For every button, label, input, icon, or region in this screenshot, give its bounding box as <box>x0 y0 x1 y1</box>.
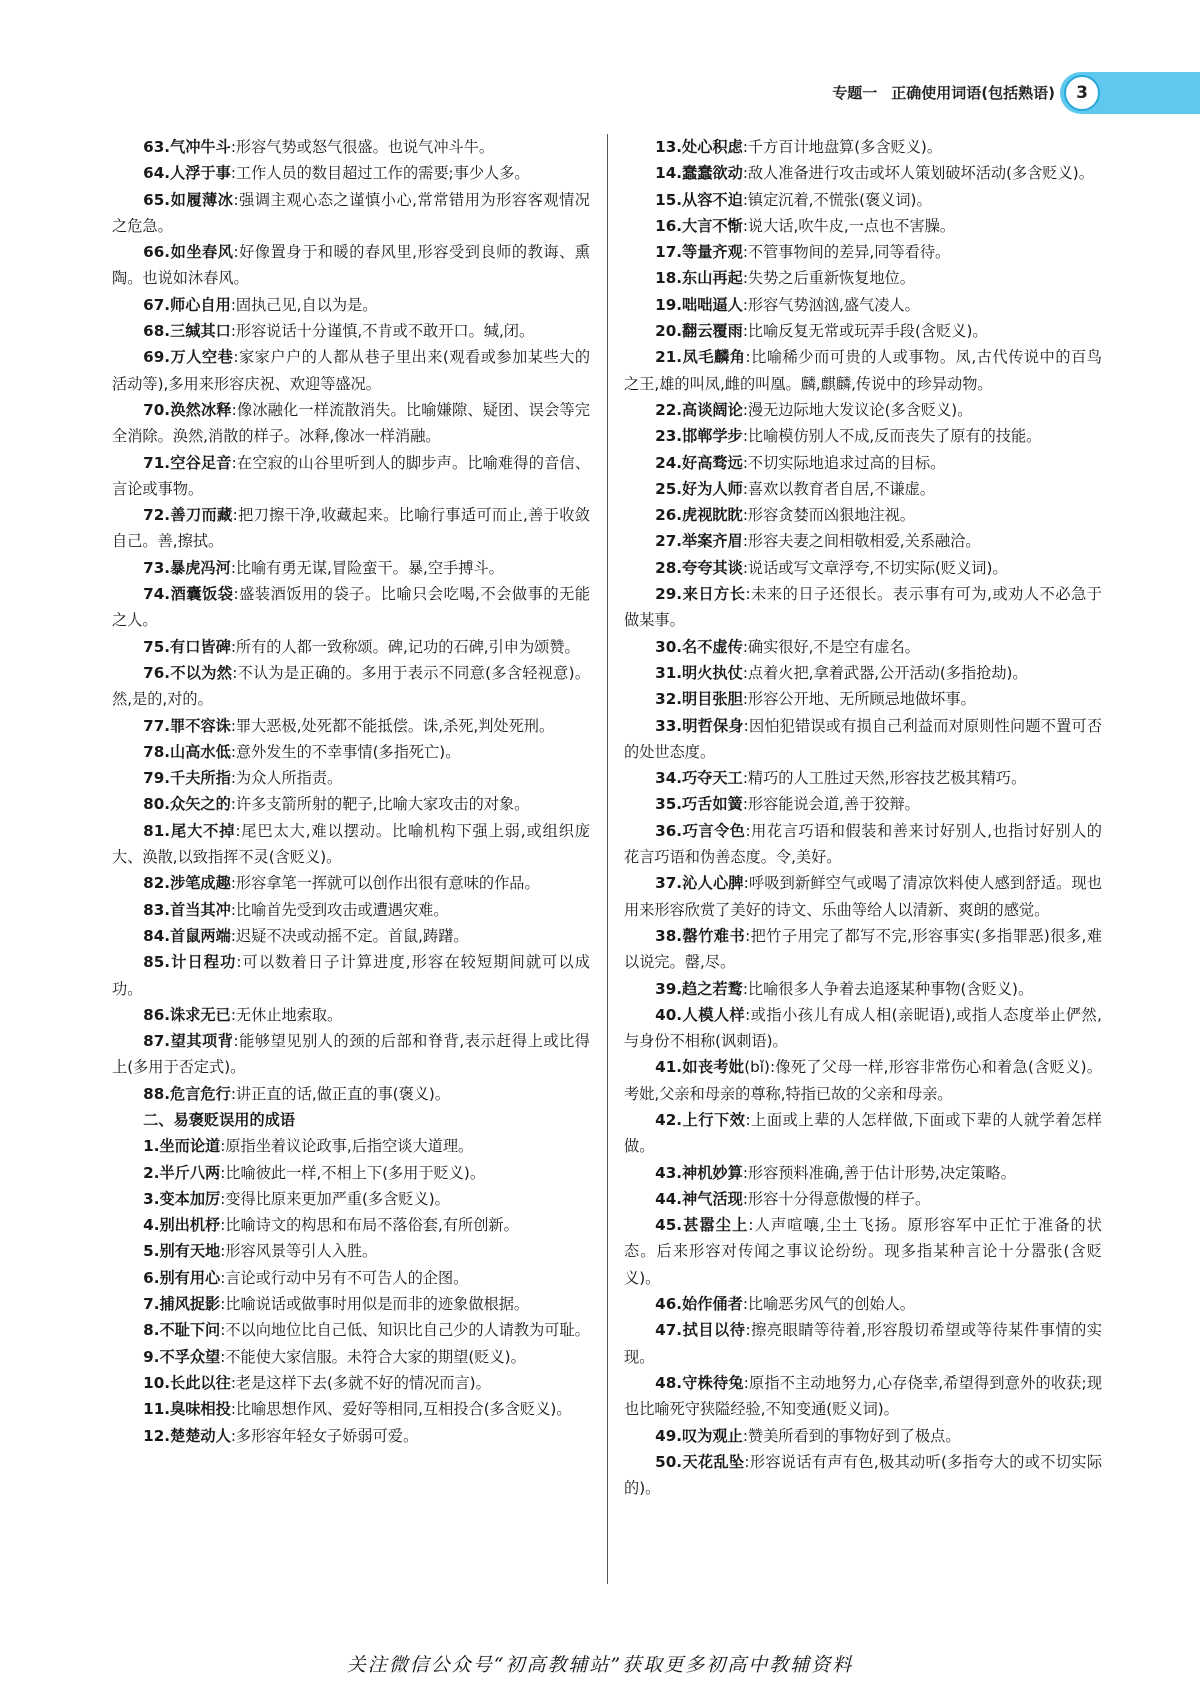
idiom-definition: :形容预料准确,善于估计形势,决定策略。 <box>742 1163 1016 1182</box>
idiom-term: 84.首鼠两端 <box>143 926 231 945</box>
idiom-term: 80.众矢之的 <box>143 795 231 814</box>
idiom-definition: :可以数着日子计算进度,形容在较短期间就可以成功。 <box>112 953 590 998</box>
idiom-entry <box>624 450 1102 476</box>
idiom-definition: :把竹子用完了都写不完,形容事实(多指罪恶)很多,难以说完。罄,尽。 <box>624 926 1103 972</box>
idiom-definition: :强调主观心态之谨慎小心,常常错用为形容客观情况之危急。 <box>112 190 590 235</box>
idiom-definition: :擦亮眼睛等待着,形容殷切希望或等待某件事情的实现。 <box>624 1321 1102 1366</box>
idiom-entry <box>112 660 590 713</box>
idiom-definition: :像冰融化一样流散消失。比喻嫌隙、疑团、误会等完全消除。涣然,消散的样子。冰释,像冰一样消融。 <box>112 400 591 446</box>
idiom-term: 81.尾大不掉 <box>143 821 236 840</box>
idiom-definition: :说话或写文章浮夸,不切实际(贬义词)。 <box>742 558 1008 577</box>
idiom-definition: :比喻诗文的构思和布局不落俗套,有所创新。 <box>220 1216 519 1235</box>
idiom-entry <box>624 502 1102 528</box>
idiom-definition: :形容夫妻之间相敬相爱,关系融洽。 <box>742 532 981 551</box>
idiom-term: 63.气冲牛斗 <box>143 138 231 156</box>
idiom-definition: :或指小孩儿有成人相(亲昵语),或指人态度举止俨然,与身份不相称(讽刺语)。 <box>624 1005 1103 1051</box>
idiom-definition: :比喻首先受到攻击或遭遇灾难。 <box>230 900 449 919</box>
idiom-entry <box>624 1291 1102 1317</box>
idiom-entry <box>112 187 590 240</box>
idiom-term: 28.夸夸其谈 <box>655 558 743 577</box>
idiom-term: 17.等量齐观 <box>655 243 743 262</box>
idiom-term: 68.三缄其口 <box>143 322 231 341</box>
idiom-entry <box>112 1002 590 1028</box>
idiom-term: 2.半斤八两 <box>143 1163 221 1182</box>
idiom-entry <box>624 1370 1102 1423</box>
idiom-definition: :敌人准备进行攻击或坏人策划破坏活动(多含贬义)。 <box>742 164 1094 183</box>
idiom-entry <box>624 1186 1102 1212</box>
idiom-entry <box>624 923 1102 976</box>
idiom-definition: :言论或行动中另有不可告人的企图。 <box>220 1268 469 1287</box>
idiom-entry <box>624 528 1102 554</box>
page-number-tab <box>1060 72 1200 114</box>
idiom-term: 3.变本加厉 <box>143 1189 221 1208</box>
idiom-definition: :未来的日子还很长。表示事有可为,或劝人不必急于做某事。 <box>624 585 1102 630</box>
idiom-definition: :千方百计地盘算(多含贬义)。 <box>742 138 943 156</box>
idiom-entry <box>112 1265 590 1291</box>
idiom-definition: :比喻彼此一样,不相上下(多用于贬义)。 <box>220 1163 486 1182</box>
idiom-term: 30.名不虚传 <box>655 637 743 656</box>
idiom-definition: :形容说话十分谨慎,不肯或不敢开口。缄,闭。 <box>230 322 535 341</box>
idiom-definition: :形容能说会道,善于狡辩。 <box>742 795 920 814</box>
idiom-entry <box>112 1212 590 1238</box>
idiom-entry <box>112 1396 590 1422</box>
idiom-entry <box>112 713 590 739</box>
idiom-definition: :工作人员的数目超过工作的需要;事少人多。 <box>230 164 530 183</box>
idiom-term: 23.邯郸学步 <box>655 427 743 446</box>
idiom-definition: :不管事物间的差异,同等看待。 <box>742 243 951 262</box>
idiom-entry <box>112 949 590 1002</box>
idiom-definition: :因怕犯错误或有损自己利益而对原则性问题不置可否的处世态度。 <box>624 716 1103 761</box>
idiom-entry <box>624 423 1102 449</box>
page-number: 3 <box>1064 75 1100 111</box>
idiom-entry <box>112 1423 590 1449</box>
idiom-definition: :比喻反复无常或玩弄手段(含贬义)。 <box>742 322 988 341</box>
idiom-entry <box>624 581 1102 634</box>
idiom-entry <box>624 134 1102 160</box>
idiom-definition: :原指坐着议论政事,后指空谈大道理。 <box>220 1137 474 1156</box>
idiom-definition: :比喻思想作风、爱好等相同,互相投合(多含贬义)。 <box>230 1400 572 1419</box>
idiom-definition: :原指不主动地努力,心存侥幸,希望得到意外的收获;现也比喻死守狭隘经验,不知变通(贬义词)。 <box>624 1373 1103 1419</box>
idiom-definition: :比喻说话或做事时用似是而非的迹象做根据。 <box>220 1295 530 1314</box>
idiom-definition: :罪大恶极,处死都不能抵偿。诛,杀死,判处死刑。 <box>230 716 555 735</box>
idiom-entry <box>112 739 590 765</box>
idiom-definition: :好像置身于和暖的春风里,形容受到良师的教诲、熏陶。也说如沐春风。 <box>112 243 590 288</box>
idiom-entry <box>112 134 590 160</box>
idiom-term: 41.如丧考妣 <box>655 1058 745 1077</box>
idiom-definition: :喜欢以教育者自居,不谦虚。 <box>742 479 936 498</box>
idiom-term: 47.拭目以待 <box>655 1321 746 1340</box>
idiom-definition: :所有的人都一致称颂。碑,记功的石碑,引申为颂赞。 <box>230 637 580 656</box>
idiom-definition: :尾巴太大,难以摆动。比喻机构下强上弱,或组织庞大、涣散,以致指挥不灵(含贬义)。 <box>112 821 590 867</box>
idiom-definition: :变得比原来更加严重(多含贬义)。 <box>220 1189 450 1208</box>
idiom-entry <box>624 160 1102 186</box>
right-column <box>624 134 1102 1501</box>
idiom-entry <box>112 1028 590 1081</box>
idiom-definition: :把刀擦干净,收藏起来。比喻行事适可而止,善于收敛自己。善,擦拭。 <box>112 506 590 551</box>
idiom-entry <box>624 686 1102 712</box>
idiom-entry <box>624 344 1102 397</box>
idiom-entry <box>112 1160 590 1186</box>
idiom-term: 37.沁人心脾 <box>655 874 744 893</box>
idiom-definition: :形容贪婪而凶狠地注视。 <box>742 506 915 525</box>
idiom-definition: :赞美所看到的事物好到了极点。 <box>742 1426 961 1445</box>
idiom-term: 26.虎视眈眈 <box>655 506 743 525</box>
idiom-term: 49.叹为观止 <box>655 1426 743 1445</box>
idiom-entry <box>112 239 590 292</box>
idiom-term: 74.酒囊饭袋 <box>143 585 234 604</box>
idiom-definition: :形容拿笔一挥就可以创作出很有意味的作品。 <box>230 874 540 893</box>
idiom-term: 86.诛求无已 <box>143 1005 231 1024</box>
idiom-entry <box>112 555 590 581</box>
idiom-term: 9.不孚众望 <box>143 1347 221 1366</box>
idiom-term: 42.上行下效 <box>655 1110 746 1129</box>
idiom-definition: :形容十分得意傲慢的样子。 <box>742 1189 931 1208</box>
idiom-entry <box>112 870 590 896</box>
idiom-definition: :形容风景等引人入胜。 <box>220 1242 378 1261</box>
idiom-entry <box>112 581 590 634</box>
idiom-definition: :精巧的人工胜过天然,形容技艺极其精巧。 <box>742 769 1027 788</box>
idiom-term: 67.师心自用 <box>143 295 231 314</box>
idiom-term: 46.始作俑者 <box>655 1295 743 1314</box>
idiom-term: 75.有口皆碑 <box>143 637 231 656</box>
idiom-term: 10.长此以往 <box>143 1373 231 1392</box>
idiom-entry <box>112 634 590 660</box>
idiom-term: 82.涉笔成趣 <box>143 874 231 893</box>
idiom-definition: :上面或上辈的人怎样做,下面或下辈的人就学着怎样做。 <box>624 1110 1102 1156</box>
idiom-entry <box>624 1212 1102 1291</box>
idiom-entry <box>624 634 1102 660</box>
idiom-entry <box>624 1054 1102 1107</box>
idiom-term: 73.暴虎冯河 <box>143 558 231 577</box>
chapter-title: 正确使用词语(包括熟语) <box>891 84 1055 102</box>
idiom-definition: :无休止地索取。 <box>230 1005 343 1024</box>
idiom-entry <box>112 160 590 186</box>
idiom-definition: :比喻恶劣风气的创始人。 <box>742 1295 915 1314</box>
idiom-term: 66.如坐春风 <box>143 243 234 262</box>
idiom-term: 69.万人空巷 <box>143 348 234 367</box>
idiom-definition: :许多支箭所射的靶子,比喻大家攻击的对象。 <box>230 795 530 814</box>
idiom-term: 7.捕风捉影 <box>143 1295 221 1314</box>
idiom-term: 6.别有用心 <box>143 1268 221 1287</box>
idiom-definition: :点着火把,拿着武器,公开活动(多指抢劫)。 <box>742 663 1028 682</box>
idiom-entry <box>624 870 1102 923</box>
idiom-entry <box>112 818 590 871</box>
idiom-entry <box>112 1081 590 1107</box>
idiom-term: 35.巧舌如簧 <box>655 795 743 814</box>
idiom-term: 71.空谷足音 <box>143 453 232 472</box>
idiom-term: 87.望其项背 <box>143 1032 234 1051</box>
idiom-entry <box>112 1317 590 1343</box>
idiom-entry <box>624 1423 1102 1449</box>
footer-notice: 关注微信公众号“初高教辅站”获取更多初高中教辅资料 <box>346 1654 854 1676</box>
idiom-entry <box>624 1449 1102 1502</box>
idiom-term: 24.好高骛远 <box>655 453 743 472</box>
idiom-definition: :比喻模仿别人不成,反而丧失了原有的技能。 <box>742 427 1042 446</box>
idiom-term: 33.明哲保身 <box>655 716 744 735</box>
idiom-definition: :为众人所指责。 <box>230 769 343 788</box>
idiom-entry <box>112 292 590 318</box>
idiom-term: 20.翻云覆雨 <box>655 322 743 341</box>
idiom-entry <box>112 1344 590 1370</box>
idiom-term: 76.不以为然 <box>143 663 233 682</box>
idiom-definition: :失势之后重新恢复地位。 <box>742 269 915 288</box>
idiom-term: 4.别出机杼 <box>143 1216 221 1235</box>
idiom-term: 15.从容不迫 <box>655 190 743 209</box>
idiom-entry <box>624 292 1102 318</box>
idiom-definition: :不认为是正确的。多用于表示不同意(多含轻视意)。然,是的,对的。 <box>112 663 591 709</box>
idiom-definition: :迟疑不决或动摇不定。首鼠,踌躇。 <box>230 926 469 945</box>
idiom-entry <box>624 791 1102 817</box>
idiom-entry <box>112 791 590 817</box>
idiom-term: 27.举案齐眉 <box>655 532 743 551</box>
idiom-term: 13.处心积虑 <box>655 138 743 156</box>
idiom-term: 50.天花乱坠 <box>655 1452 745 1471</box>
idiom-term: 45.甚嚣尘上 <box>655 1216 749 1235</box>
idiom-entry <box>112 450 590 503</box>
idiom-term: 77.罪不容诛 <box>143 716 231 735</box>
idiom-entry <box>112 1186 590 1212</box>
idiom-definition: :形容公开地、无所顾忌地做坏事。 <box>742 690 976 709</box>
idiom-term: 65.如履薄冰 <box>143 190 234 209</box>
idiom-term: 21.凤毛麟角 <box>655 348 746 367</box>
idiom-entry <box>112 1370 590 1396</box>
idiom-entry <box>624 1160 1102 1186</box>
idiom-term: 18.东山再起 <box>655 269 743 288</box>
idiom-term: 12.楚楚动人 <box>143 1426 231 1445</box>
idiom-definition: :不以向地位比自己低、知识比自己少的人请教为可耻。 <box>220 1321 590 1340</box>
idiom-entry <box>112 1291 590 1317</box>
idiom-definition: :形容气势汹汹,盛气凌人。 <box>742 295 920 314</box>
idiom-entry <box>112 897 590 923</box>
idiom-definition: :盛装酒饭用的袋子。比喻只会吃喝,不会做事的无能之人。 <box>112 585 590 630</box>
column-divider <box>607 134 608 1584</box>
idiom-definition: :镇定沉着,不慌张(褒义词)。 <box>742 190 932 209</box>
idiom-term: 48.守株待兔 <box>655 1373 744 1392</box>
idiom-term: 16.大言不惭 <box>655 216 743 235</box>
idiom-definition: :比喻稀少而可贵的人或事物。凤,古代传说中的百鸟之王,雄的叫凤,雌的叫凰。麟,麒麟,传说中的珍异动物。 <box>624 348 1102 393</box>
idiom-term: 38.罄竹难书 <box>655 926 746 945</box>
idiom-term: 32.明目张胆 <box>655 690 743 709</box>
idiom-term: 40.人模人样 <box>655 1005 746 1024</box>
idiom-definition: :在空寂的山谷里听到人的脚步声。比喻难得的音信、言论或事物。 <box>112 453 591 498</box>
idiom-term: 11.臭味相投 <box>143 1400 231 1419</box>
idiom-term: 19.咄咄逼人 <box>655 295 743 314</box>
chapter-label: 专题一 <box>832 84 878 102</box>
idiom-entry <box>624 765 1102 791</box>
idiom-term: 22.高谈阔论 <box>655 400 743 419</box>
idiom-term: 36.巧言令色 <box>655 821 746 840</box>
idiom-entry <box>624 476 1102 502</box>
idiom-entry <box>624 976 1102 1002</box>
idiom-term: 79.千夫所指 <box>143 769 231 788</box>
idiom-definition: :多形容年轻女子娇弱可爱。 <box>230 1426 419 1445</box>
idiom-definition: :能够望见别人的颈的后部和脊背,表示赶得上或比得上(多用于否定式)。 <box>112 1032 590 1077</box>
idiom-definition: :人声喧嚷,尘土飞扬。原形容军中正忙于准备的状态。后来形容对传闻之事议论纷纷。现多指某种言论十分嚣张(含贬义)。 <box>624 1216 1102 1287</box>
idiom-term: 39.趋之若鹜 <box>655 979 743 998</box>
idiom-term: 14.蠢蠢欲动 <box>655 164 743 183</box>
idiom-entry <box>624 1317 1102 1370</box>
idiom-definition: :不切实际地追求过高的目标。 <box>742 453 946 472</box>
idiom-term: 34.巧夺天工 <box>655 769 743 788</box>
idiom-term: 43.神机妙算 <box>655 1163 743 1182</box>
idiom-definition: :不能使大家信服。未符合大家的期望(贬义)。 <box>220 1347 526 1366</box>
left-column <box>112 134 590 1449</box>
idiom-entry <box>624 318 1102 344</box>
idiom-term: 5.别有天地 <box>143 1242 221 1261</box>
section-heading: 二、易褒贬误用的成语 <box>143 1110 296 1129</box>
idiom-entry <box>112 765 590 791</box>
idiom-entry <box>624 818 1102 871</box>
idiom-entry <box>624 265 1102 291</box>
idiom-entry <box>624 555 1102 581</box>
idiom-definition: :讲正直的话,做正直的事(褒义)。 <box>230 1084 451 1103</box>
idiom-definition: :比喻有勇无谋,冒险蛮干。暴,空手搏斗。 <box>230 558 504 577</box>
idiom-definition: :说大话,吹牛皮,一点也不害臊。 <box>742 216 956 235</box>
idiom-term: 78.山高水低 <box>143 742 231 761</box>
idiom-term: 83.首当其冲 <box>143 900 231 919</box>
idiom-term: 29.来日方长 <box>655 585 746 604</box>
idiom-term: 31.明火执仗 <box>655 663 743 682</box>
idiom-definition: :家家户户的人都从巷子里出来(观看或参加某些大的活动等),多用来形容庆祝、欢迎等盛况。 <box>112 348 591 393</box>
idiom-term: 72.善刀而藏 <box>143 506 233 525</box>
idiom-entry <box>624 660 1102 686</box>
idiom-entry <box>112 502 590 555</box>
idiom-entry <box>112 397 590 450</box>
running-head <box>832 82 1055 103</box>
idiom-definition: :固执己见,自以为是。 <box>230 295 378 314</box>
idiom-term: 44.神气活现 <box>655 1189 743 1208</box>
idiom-definition: :确实很好,不是空有虚名。 <box>742 637 920 656</box>
idiom-definition: :漫无边际地大发议论(多含贬义)。 <box>742 400 973 419</box>
idiom-entry <box>624 213 1102 239</box>
idiom-definition: :形容气势或怒气很盛。也说气冲斗牛。 <box>230 138 495 156</box>
idiom-entry <box>112 318 590 344</box>
idiom-term: 88.危言危行 <box>143 1084 231 1103</box>
idiom-entry <box>624 1107 1102 1160</box>
idiom-term: 70.涣然冰释 <box>143 400 232 419</box>
idiom-entry <box>624 397 1102 423</box>
idiom-term: 85.计日程功 <box>143 953 237 972</box>
idiom-entry <box>624 1002 1102 1055</box>
idiom-definition: :用花言巧语和假装和善来讨好别人,也指讨好别人的花言巧语和伪善态度。令,美好。 <box>624 821 1102 867</box>
idiom-term: 25.好为人师 <box>655 479 743 498</box>
idiom-entry <box>624 239 1102 265</box>
idiom-term: 1.坐而论道 <box>143 1137 221 1156</box>
idiom-definition: :老是这样下去(多就不好的情况而言)。 <box>230 1373 491 1392</box>
idiom-term: 8.不耻下问 <box>143 1321 221 1340</box>
idiom-entry <box>112 1133 590 1159</box>
idiom-entry <box>112 344 590 397</box>
idiom-definition: :意外发生的不幸事情(多指死亡)。 <box>230 742 461 761</box>
idiom-definition: :呼吸到新鲜空气或喝了清凉饮料使人感到舒适。现也用来形容欣赏了美好的诗文、乐曲等给人以清新、爽朗的感觉。 <box>624 874 1103 919</box>
idiom-definition: :形容说话有声有色,极其动听(多指夸大的或不切实际的)。 <box>624 1452 1103 1498</box>
idiom-definition: (bǐ):像死了父母一样,形容非常伤心和着急(含贬义)。考妣,父亲和母亲的尊称,特指已故的父亲和母亲。 <box>624 1058 1102 1103</box>
idiom-entry <box>624 187 1102 213</box>
idiom-term: 64.人浮于事 <box>143 164 231 183</box>
idiom-entry <box>112 1238 590 1264</box>
idiom-entry <box>112 923 590 949</box>
idiom-definition: :比喻很多人争着去追逐某种事物(含贬义)。 <box>742 979 1034 998</box>
page-header <box>0 70 1200 120</box>
idiom-entry <box>624 713 1102 766</box>
